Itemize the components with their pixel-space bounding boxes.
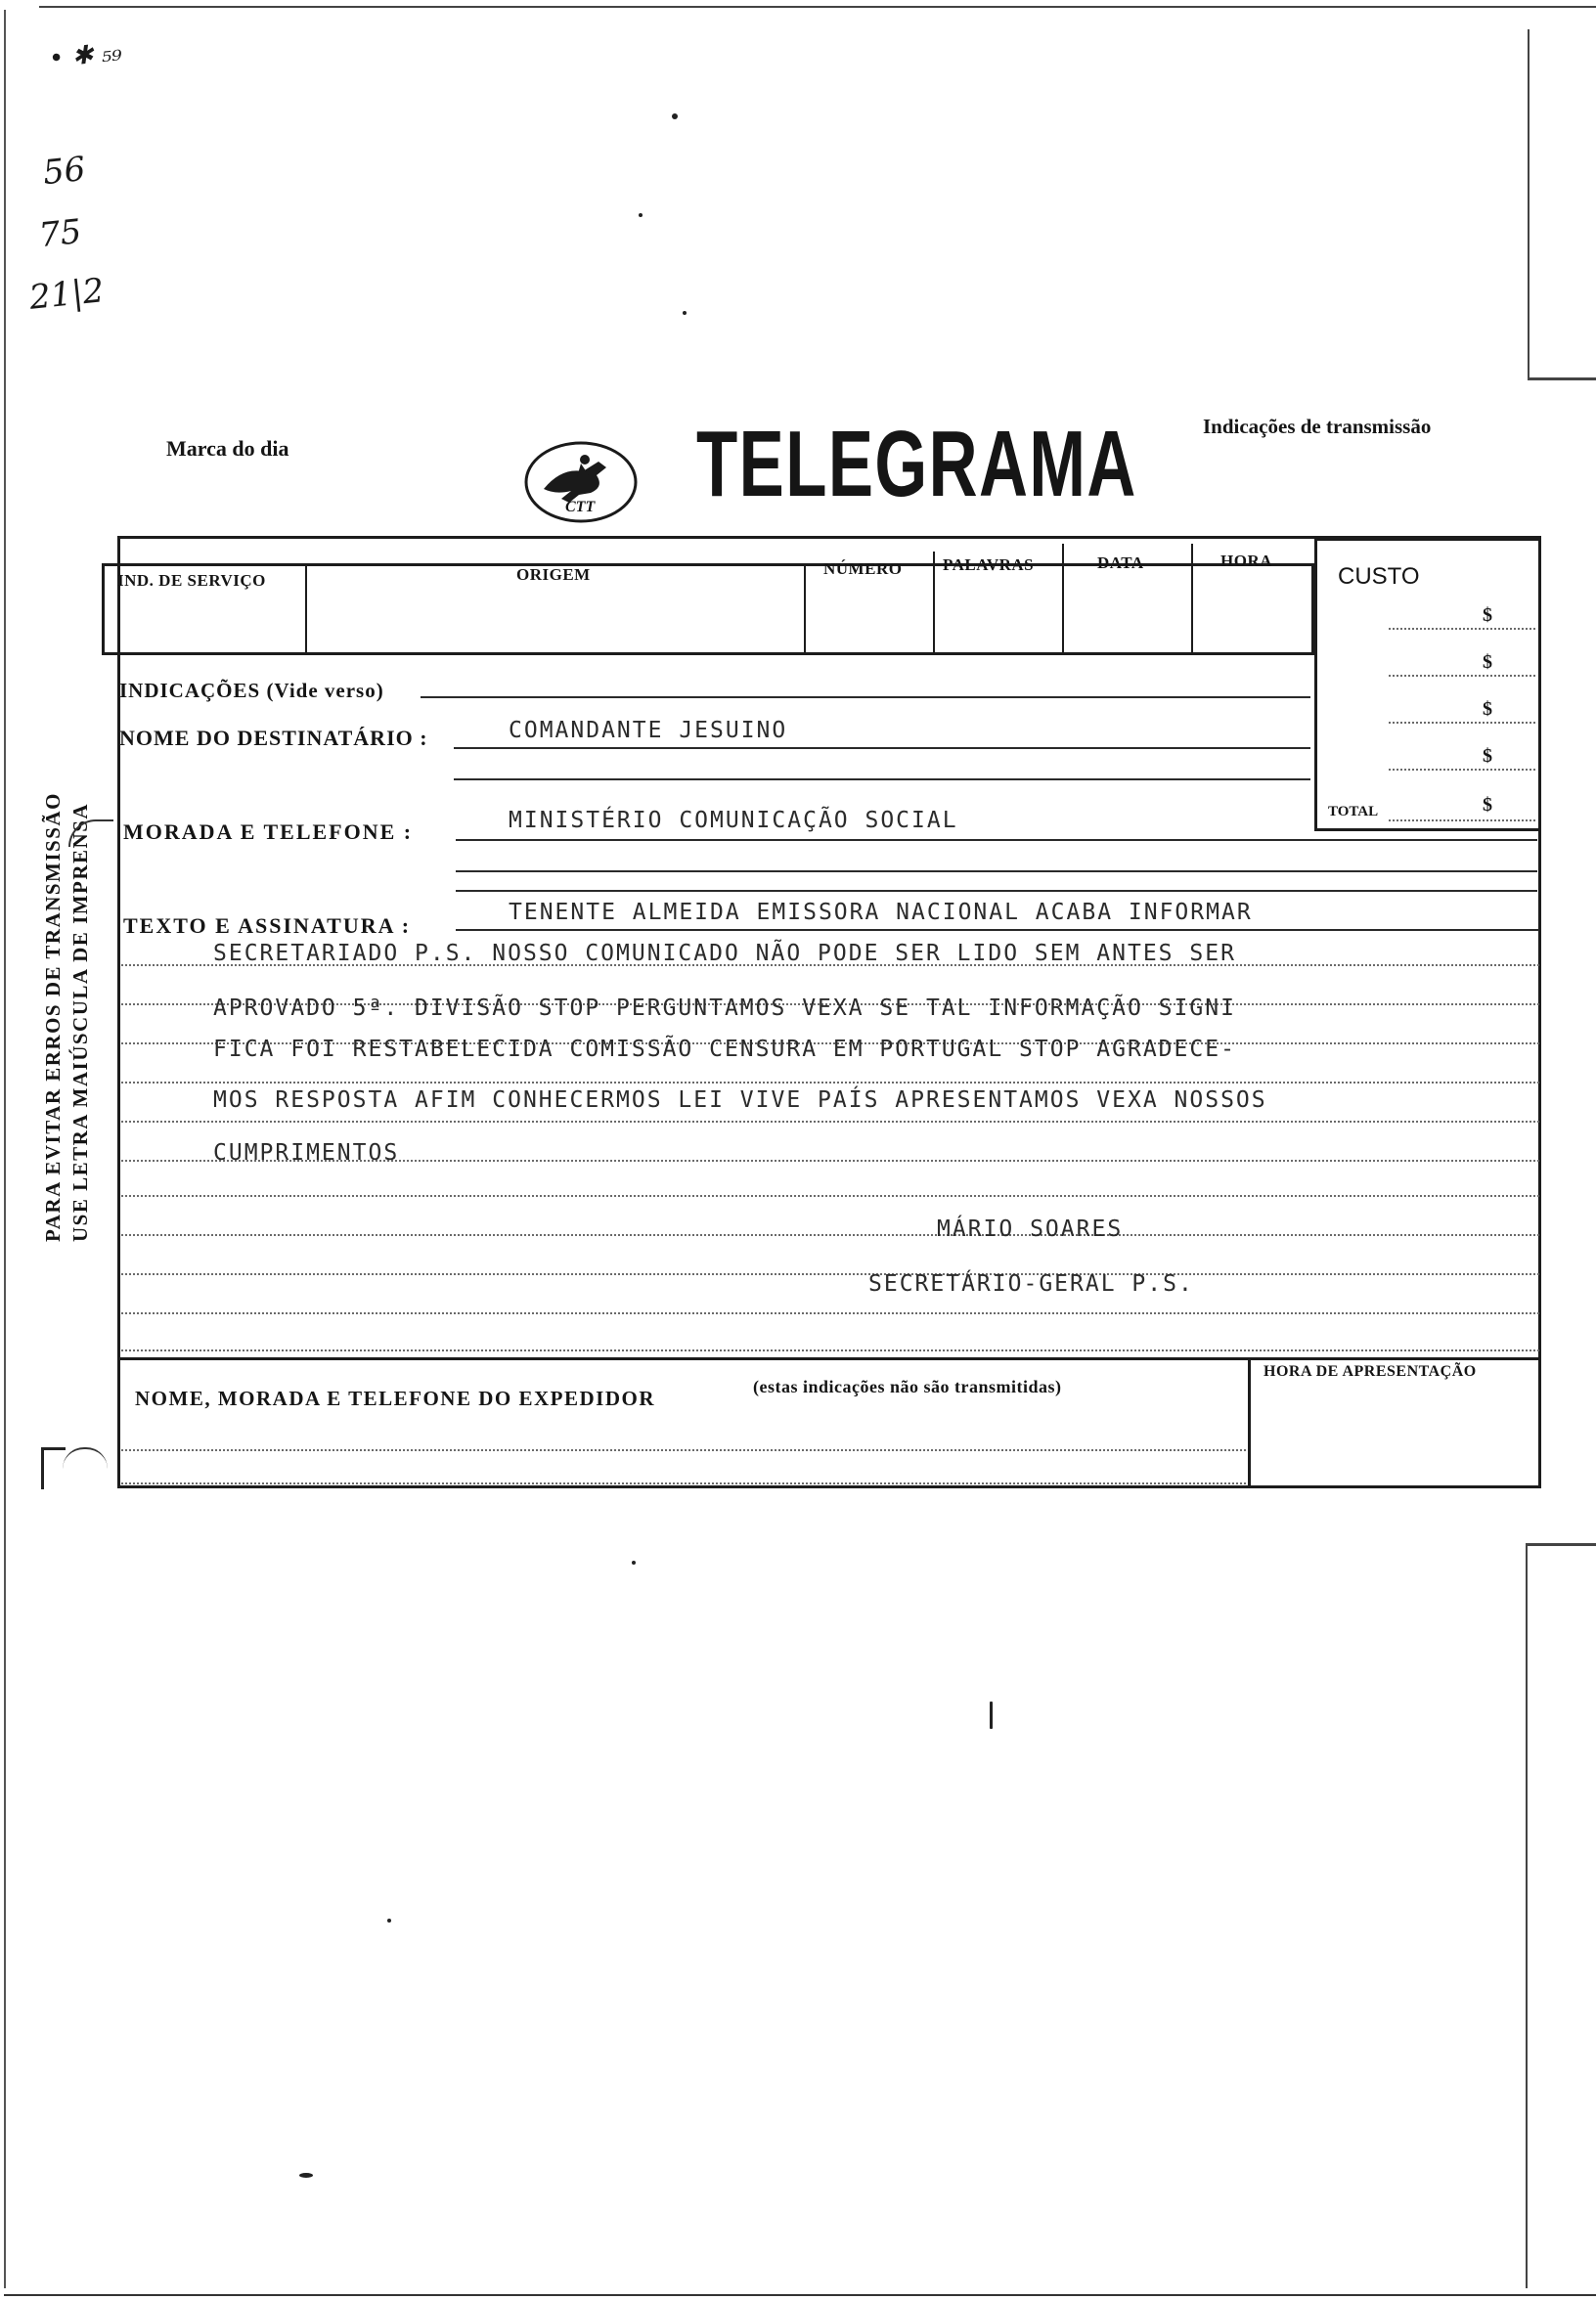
handwritten-number-2: 75 <box>37 211 84 256</box>
expedidor-line <box>121 1449 1246 1451</box>
custo-symbol-4: $ <box>1483 745 1492 767</box>
handwritten-number-3: 21|2 <box>27 271 107 318</box>
custo-line-1 <box>1389 628 1535 630</box>
scan-speck <box>683 311 687 315</box>
custo-total-label: TOTAL <box>1328 804 1379 819</box>
marca-do-dia-label: Marca do dia <box>166 436 289 461</box>
col-divider <box>305 563 307 655</box>
expedidor-note: (estas indicações não são transmitidas) <box>753 1377 1062 1396</box>
custo-symbol-3: $ <box>1483 698 1492 720</box>
message-line-1: TENENTE ALMEIDA EMISSORA NACIONAL ACABA INFORMAR <box>509 900 1253 925</box>
message-line-5: MOS RESPOSTA AFIM CONHECERMOS LEI VIVE PAÍS APRESENTAMOS VEXA NOSSOS <box>213 1087 1267 1113</box>
scan-speck <box>639 213 643 217</box>
scan-speck <box>632 1561 636 1565</box>
footer-divider <box>117 1357 1541 1360</box>
texto-label: TEXTO E ASSINATURA : <box>123 913 412 938</box>
margin-curve-mark <box>63 1447 108 1469</box>
page-edge-right-upper-foot <box>1528 377 1596 380</box>
message-line-6: CUMPRIMENTOS <box>213 1140 400 1166</box>
service-table <box>102 563 1314 655</box>
text-line <box>121 1273 1539 1275</box>
morada-value: MINISTÉRIO COMUNICAÇÃO SOCIAL <box>509 808 958 833</box>
custo-symbol-1: $ <box>1483 604 1492 626</box>
custo-line-4 <box>1389 769 1535 771</box>
hora-apresentacao-label: HORA DE APRESENTAÇÃO <box>1264 1363 1477 1380</box>
custo-header: CUSTO <box>1338 563 1420 590</box>
side-note-1: PARA EVITAR ERROS DE TRANSMISSÃO <box>41 792 65 1242</box>
scan-speck <box>387 1919 391 1923</box>
page-edge-right-upper <box>1528 29 1530 377</box>
morada-label: MORADA E TELEFONE : <box>123 819 414 844</box>
page-edge-bottom <box>4 2294 1596 2296</box>
page-edge-top <box>39 6 1596 8</box>
signature-title: SECRETÁRIO-GERAL P.S. <box>868 1271 1194 1297</box>
side-note-2: USE LETRA MAIÚSCULA DE IMPRENSA <box>68 802 92 1242</box>
ind-servico-header: IND. DE SERVIÇO <box>117 571 266 590</box>
expedidor-label: NOME, MORADA E TELEFONE DO EXPEDIDOR <box>135 1387 655 1410</box>
page-edge-right-lower-head <box>1526 1543 1596 1546</box>
scan-speck <box>672 113 678 119</box>
document-title: TELEGRAMA <box>696 412 1137 516</box>
data-header: DATA <box>1097 553 1144 572</box>
handwritten-number-1: 56 <box>41 149 88 194</box>
scan-speck <box>299 2173 313 2178</box>
morada-line-3 <box>456 890 1537 892</box>
text-line <box>121 1349 1539 1351</box>
custo-symbol-2: $ <box>1483 651 1492 673</box>
morada-line <box>456 839 1537 841</box>
destinatario-value: COMANDANTE JESUINO <box>509 718 788 743</box>
indicacoes-label: INDICAÇÕES (Vide verso) <box>119 679 384 702</box>
custo-total-line <box>1389 819 1535 821</box>
indicacoes-line <box>421 696 1310 698</box>
signature-name: MÁRIO SOARES <box>937 1216 1124 1242</box>
origem-header: ORIGEM <box>516 565 591 584</box>
footer-col-divider <box>1248 1357 1251 1488</box>
col-divider <box>933 552 935 655</box>
col-divider <box>804 563 806 655</box>
palavras-header: PALAVRAS <box>943 555 1035 574</box>
text-line <box>121 1195 1539 1197</box>
col-divider <box>1191 544 1193 655</box>
ctt-logo <box>522 438 640 526</box>
col-divider <box>1062 544 1064 655</box>
scan-speck <box>990 1702 993 1729</box>
destinatario-line-2 <box>454 778 1310 780</box>
custo-line-3 <box>1389 722 1535 724</box>
page-edge-left <box>4 10 6 2288</box>
morada-line-2 <box>456 870 1537 872</box>
destinatario-line <box>454 747 1310 749</box>
text-line <box>121 1121 1539 1123</box>
ctt-logo-text: CTT <box>565 499 596 515</box>
custo-total-symbol: $ <box>1483 794 1492 816</box>
page-edge-right-lower <box>1526 1545 1528 2288</box>
form-frame-left <box>117 655 120 1488</box>
handwritten-mark: • ✱ ₅₉ <box>47 37 123 74</box>
text-line <box>121 1082 1539 1084</box>
custo-line-2 <box>1389 675 1535 677</box>
text-line <box>121 1234 1539 1236</box>
message-line-2: SECRETARIADO P.S. NOSSO COMUNICADO NÃO PODE SER LIDO SEM ANTES SER <box>213 941 1236 966</box>
message-line-3: APROVADO 5ª. DIVISÃO STOP PERGUNTAMOS VEXA SE TAL INFORMAÇÃO SIGNI <box>213 995 1236 1021</box>
numero-header: NÚMERO <box>823 559 903 578</box>
text-line <box>121 1312 1539 1314</box>
indicacoes-transmissao-label: Indicações de transmissão <box>1203 415 1432 438</box>
hora-header: HORA <box>1220 552 1272 570</box>
expedidor-line <box>121 1482 1246 1484</box>
message-line-4: FICA FOI RESTABELECIDA COMISSÃO CENSURA EM PORTUGAL STOP AGRADECE- <box>213 1037 1236 1062</box>
text-line <box>456 929 1539 931</box>
destinatario-label: NOME DO DESTINATÁRIO : <box>119 726 428 750</box>
